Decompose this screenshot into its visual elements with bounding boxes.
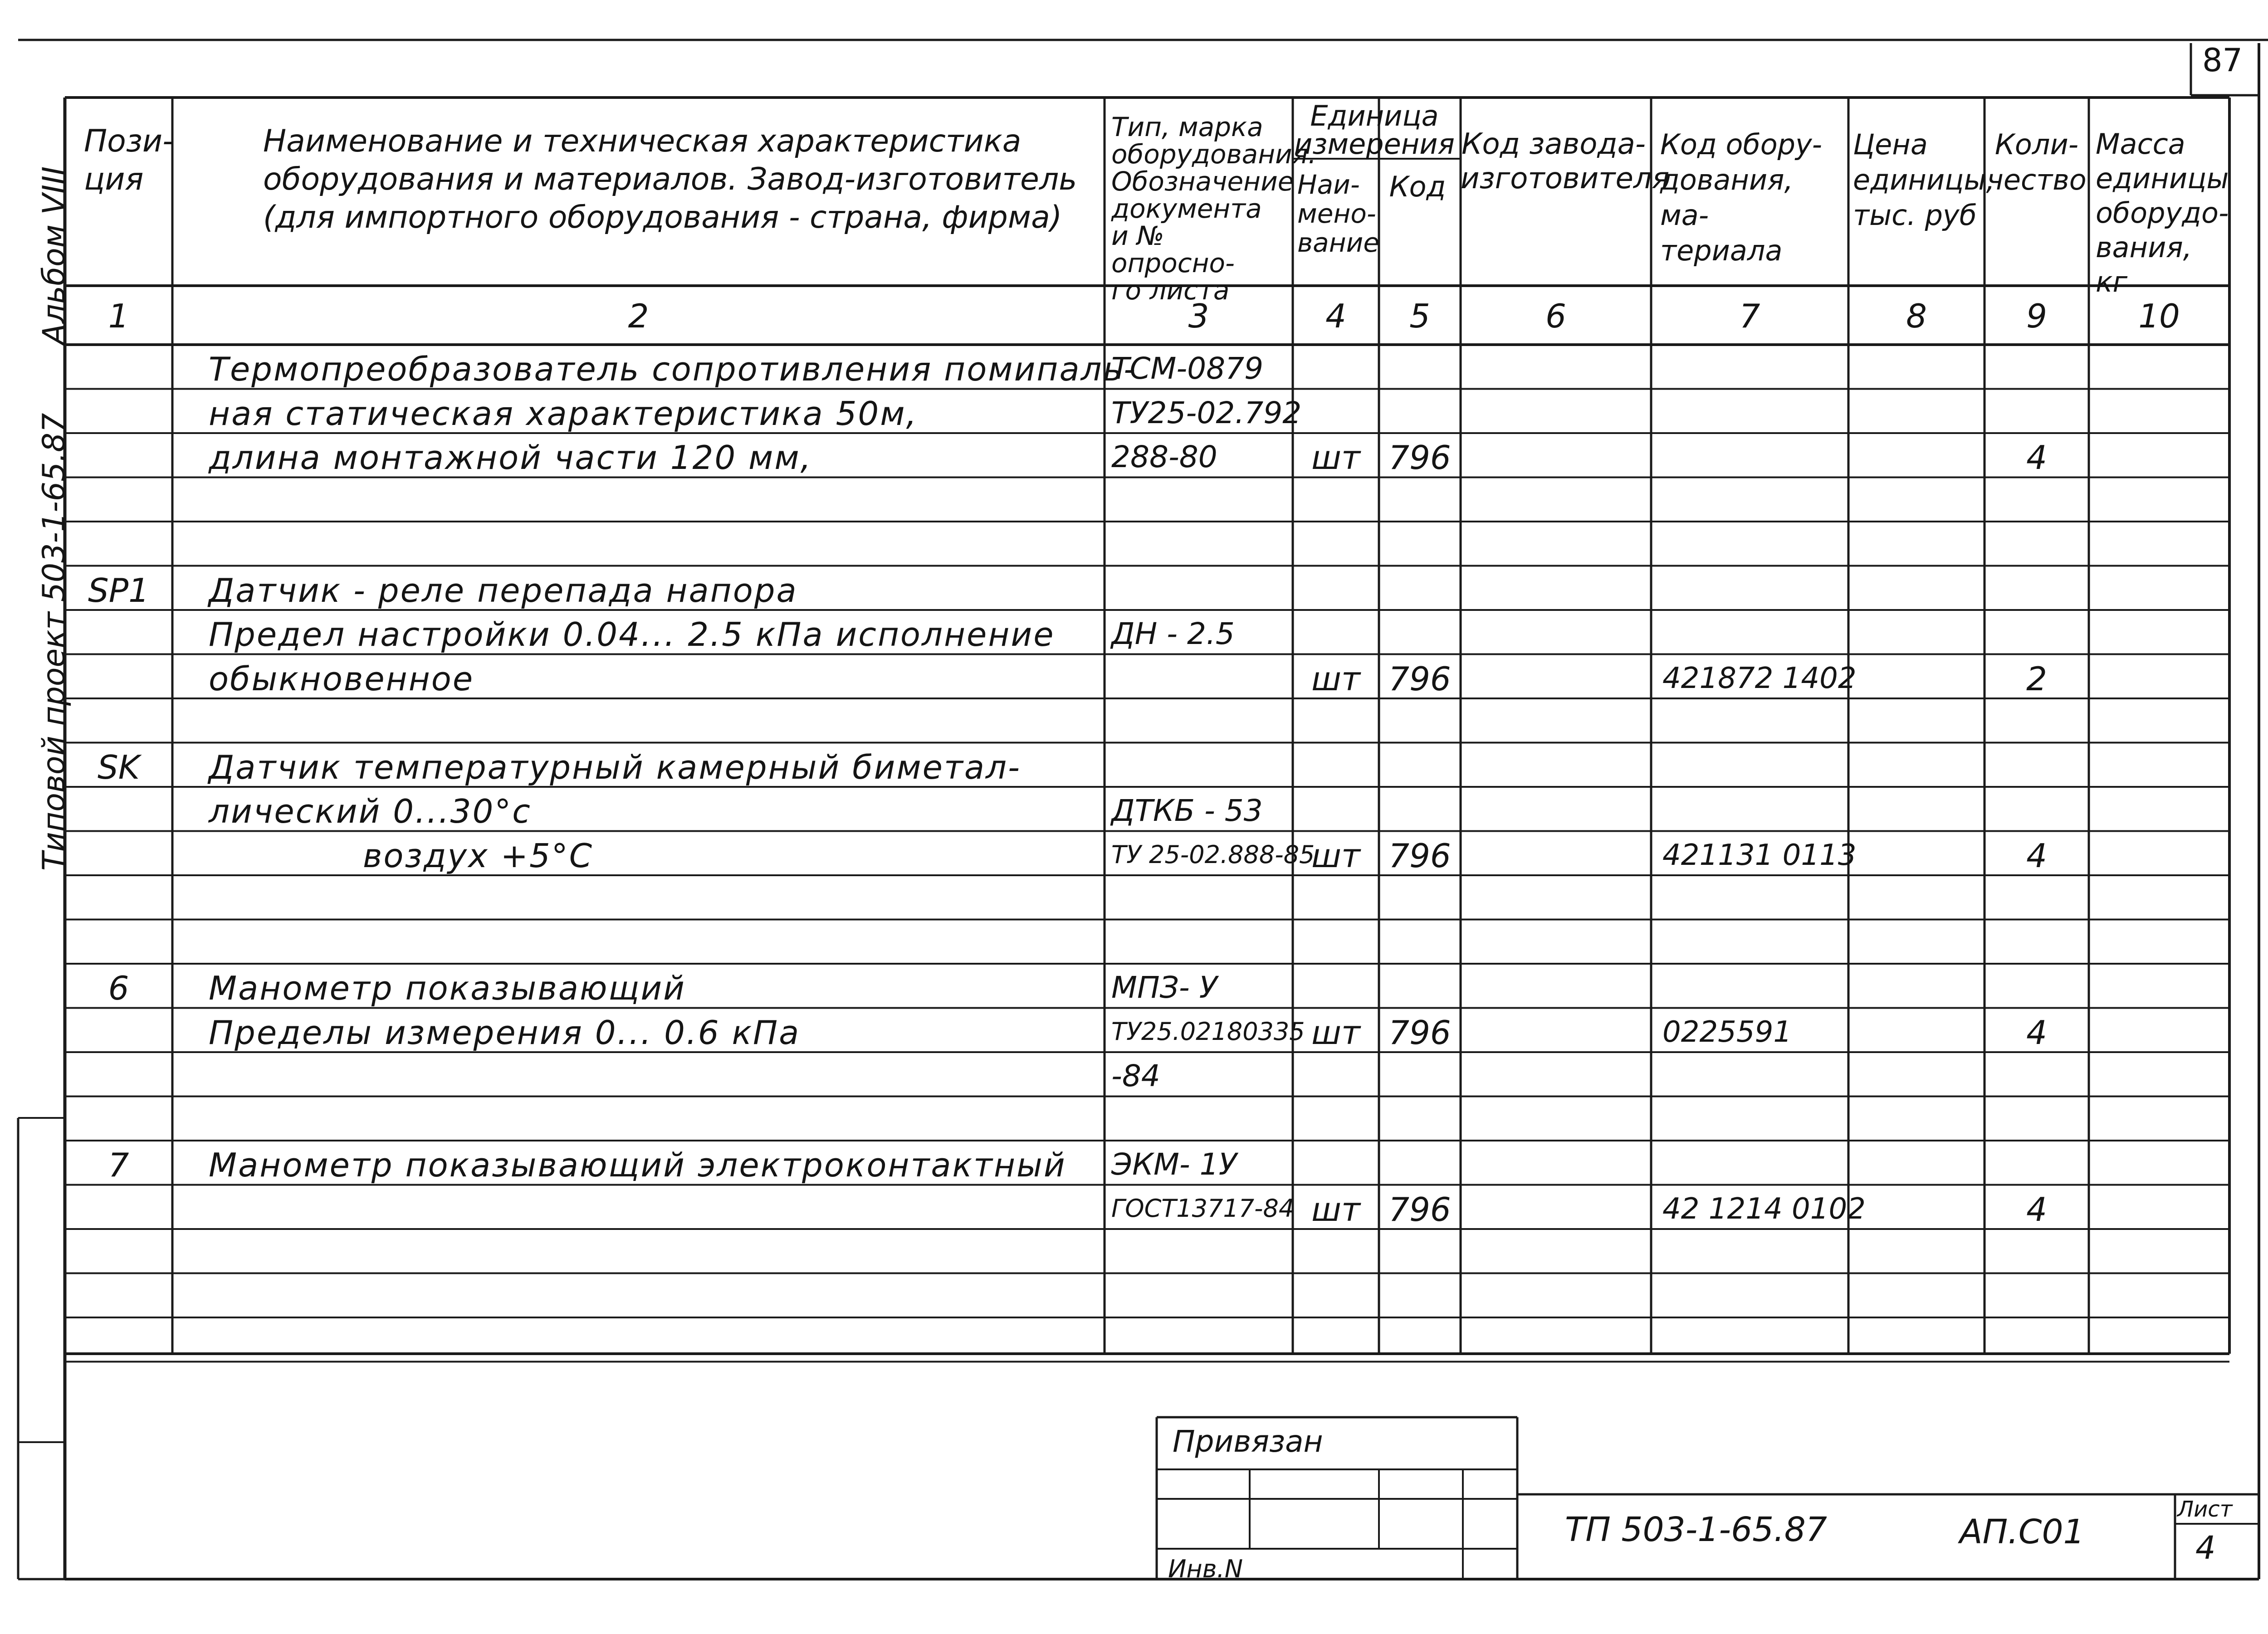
cell-quantity: 4 [2026, 439, 2047, 477]
cell-type: ДТКБ - 53 [1111, 793, 1263, 828]
column-number-9: 9 [2026, 297, 2047, 335]
cell-type: ТСМ-0879 [1111, 351, 1264, 386]
cell-quantity: 4 [2026, 1013, 2047, 1052]
cell-unit-code: 796 [1388, 1190, 1451, 1229]
cell-equipment-code: 0225591 [1662, 1015, 1792, 1049]
column-number-4: 4 [1325, 297, 1346, 335]
column-number-1: 1 [108, 297, 129, 335]
cell-unit-code: 796 [1388, 1013, 1451, 1052]
cell-name: Манометр показывающий электроконтактный [209, 1146, 1066, 1184]
stamp-project-code: ТП 503-1-65.87 [1565, 1510, 1827, 1549]
cell-type: ДН - 2.5 [1111, 616, 1235, 651]
cell-quantity: 2 [2026, 659, 2047, 698]
cell-unit: шт [1311, 659, 1360, 698]
cell-type: 288-80 [1111, 439, 1217, 474]
header-quantity: Коли- чество [1987, 128, 2087, 196]
header-equipment-code: Код обору- дования, ма- териала [1660, 128, 1823, 267]
cell-type: ТУ25.02180335 [1111, 1017, 1305, 1046]
side-album-label: Альбом VIII [36, 166, 72, 345]
column-number-6: 6 [1545, 297, 1566, 335]
stamp-bound-label: Привязан [1173, 1424, 1323, 1459]
column-number-7: 7 [1739, 297, 1760, 335]
cell-unit: шт [1311, 1013, 1360, 1052]
cell-name: Манометр показывающий [209, 969, 686, 1007]
cell-name: воздух +5°С [363, 836, 594, 875]
stamp-sheet-number: 4 [2195, 1529, 2216, 1566]
cell-equipment-code: 421872 1402 [1662, 661, 1857, 695]
header-mass: Масса единицы оборудо- вания, кг [2096, 127, 2229, 298]
column-number-2: 2 [628, 297, 649, 335]
column-number-3: 3 [1188, 297, 1209, 335]
cell-unit: шт [1311, 836, 1360, 875]
stamp-sheet-label: Лист [2177, 1497, 2233, 1522]
cell-equipment-code: 421131 0113 [1662, 838, 1857, 872]
header-unit-code: Код [1389, 170, 1446, 203]
cell-position: SK [98, 748, 140, 786]
cell-type: ГОСТ13717-84 [1111, 1194, 1295, 1223]
cell-name: Датчик - реле перепада напора [209, 571, 798, 610]
cell-name: ная статическая характеристика 50м, [209, 394, 918, 433]
page-number-top: 87 [2202, 42, 2243, 79]
cell-unit: шт [1311, 439, 1360, 477]
cell-unit-code: 796 [1388, 836, 1451, 875]
stamp-inventory-label: Инв.N [1168, 1555, 1243, 1583]
header-name: Наименование и техническая характеристика оборудования и материалов. Завод-изготовитель (для импортного оборудования - страна, фирма) [263, 123, 1077, 235]
cell-name: Предел настройки 0.04... 2.5 кПа исполнение [209, 615, 1055, 654]
cell-position: 6 [108, 969, 129, 1007]
cell-quantity: 4 [2026, 836, 2047, 875]
cell-type: МПЗ- У [1111, 970, 1217, 1005]
column-number-5: 5 [1409, 297, 1430, 335]
header-price: Цена единицы, тыс. руб [1853, 128, 1995, 232]
cell-unit: шт [1311, 1190, 1360, 1229]
cell-name: длина монтажной части 120 мм, [209, 439, 812, 477]
cell-quantity: 4 [2026, 1190, 2047, 1229]
header-unit-group: Единица измерения [1294, 99, 1455, 161]
cell-type: ЭКМ- 1У [1111, 1147, 1237, 1182]
cell-equipment-code: 42 1214 0102 [1662, 1192, 1866, 1226]
header-plant-code: Код завода- изготовителя [1461, 127, 1670, 195]
cell-type: ТУ25-02.792 [1111, 395, 1302, 430]
cell-name: Датчик температурный камерный биметал- [209, 748, 1022, 786]
cell-type: ТУ 25-02.888-85 [1111, 840, 1315, 869]
cell-name: Пределы измерения 0... 0.6 кПа [209, 1013, 801, 1052]
column-number-8: 8 [1906, 297, 1927, 335]
cell-name: лический 0...30°с [209, 792, 532, 830]
column-number-10: 10 [2138, 297, 2180, 335]
stamp-document-code: АП.С01 [1960, 1512, 2085, 1551]
cell-unit-code: 796 [1388, 659, 1451, 698]
cell-unit-code: 796 [1388, 439, 1451, 477]
header-unit-name: Наи- мено- вание [1297, 169, 1380, 258]
cell-name: обыкновенное [209, 659, 474, 698]
cell-position: SP1 [88, 571, 149, 610]
cell-type: -84 [1111, 1058, 1160, 1093]
side-project-label: Типовой проект 503-1-65.87 [36, 413, 72, 871]
header-position: Пози- ция [84, 123, 174, 197]
cell-name: Термопреобразователь сопротивления помипаль- [209, 350, 1137, 388]
cell-position: 7 [108, 1146, 129, 1184]
header-type: Тип, марка оборудования. Обозначение документа и № опросно- го листа [1111, 112, 1317, 306]
